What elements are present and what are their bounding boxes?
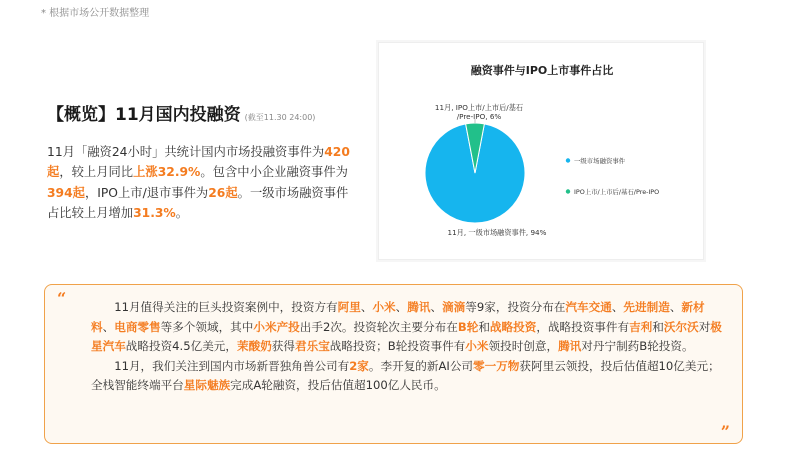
legend-label: IPO上市/上市后/基石/Pre-IPO [574,188,660,196]
pie-slices [425,123,525,223]
highlighted-term: 小米 [372,300,396,314]
sme-events-value: 394起 [47,185,85,200]
highlights-text-run: 和 [478,319,490,334]
highlights-text-run: 和 [652,319,664,334]
highlighted-term: 小米产投 [253,319,300,334]
highlights-text-run: 领投时创意， [488,339,559,353]
highlights-text-run: 获得 [271,339,295,353]
highlighted-term: 阿里 [337,300,361,314]
open-quote-icon: “ [57,289,67,308]
pie-slice-label-ipo: /Pre-IPO, 6% [456,112,502,121]
highlights-text-run: ，战略投资事件有 [536,319,630,334]
highlighted-term: 茉酸奶 [237,339,272,353]
highlights-text-run: 、 [360,300,373,314]
highlighted-term: 腾讯 [558,339,582,353]
highlights-text-run: 11月，我们关注到国内市场新晋独角兽公司有 [114,358,350,373]
highlighted-term: 吉利 [629,319,653,334]
highlights-text-run: 等多个领域，其中 [160,319,254,334]
highlights-text-run: 、 [430,300,443,314]
highlights-text-run: 等9家，投资分布在 [465,300,566,314]
highlighted-term: 零一万物 [473,358,520,373]
highlights-text-run: 战略投资；B轮投资事件有 [329,339,466,353]
legend-marker [566,189,570,193]
highlighted-term: 小米 [465,339,489,353]
summary-text: ，较上月同比 [59,165,134,180]
highlighted-term: 君乐宝 [295,339,330,353]
highlighted-term: 汽车交通 [565,300,612,314]
summary-text: 。一级市场融资事件占比较上月增加 [47,185,349,221]
summary-text: 。包含中小企业融资事件为 [200,165,348,180]
section-header [47,100,315,125]
highlighted-term: 电商零售 [114,319,161,334]
highlights-text-run: 、 [669,300,682,314]
pie-chart-card [378,42,704,260]
highlighted-term: 先进制造 [623,300,670,314]
source-note: * 根据市场公开数据整理 [41,8,150,19]
chart-legend [566,156,659,196]
highlights-text-run: 获阿里云领投，投后估值超10亿美元；全栈智能终端平台 [91,358,720,392]
highlights-text-run: 、 [395,300,408,314]
summary-paragraph [47,142,359,224]
legend-marker [566,158,570,162]
highlights-text-run: 对丹宁制药B轮投资。 [581,339,694,353]
summary-text: 。 [175,206,189,221]
highlights-text [91,298,725,396]
highlights-paragraph-1 [91,298,725,357]
ipo-events-value: 26起 [208,185,238,200]
pie-slice-label-primary-market: 11月, 一级市场融资事件, 94% [447,228,547,237]
summary-text: 11月「融资24小时」共统计国内市场投融资事件为 [47,145,325,159]
legend-label: 一级市场融资事件 [574,157,626,165]
highlighted-term: 2家 [349,358,369,373]
highlighted-term: 滴滴 [442,300,466,314]
summary-text: ，IPO上市/退市事件为 [84,185,209,200]
highlights-text-run: 、 [102,319,115,334]
highlights-text-run: 11月值得关注的巨头投资案例中，投资方有 [114,300,338,314]
highlighted-term: 极星汽车 [91,319,722,353]
highlighted-term: 腾讯 [407,300,431,314]
highlighted-term: B轮 [457,319,479,334]
cutoff-note: (截至11.30 24:00) [244,113,316,122]
close-quote-icon: ” [720,422,730,441]
total-events-value: 420起 [47,145,350,180]
highlighted-term: 战略投资 [489,319,537,334]
pie-chart [379,43,705,261]
highlights-paragraph-2 [91,357,725,396]
chart-title: 融资事件与IPO上市事件占比 [470,64,614,77]
highlighted-term: 新材料 [91,300,705,334]
share-increase-value: 31.3% [133,206,176,221]
highlighted-term: 星际魅族 [183,378,231,392]
page-title: 【概览】11月国内投融资 [47,105,241,125]
growth-value: 上涨32.9% [133,165,201,180]
highlights-text-run: 、 [611,300,624,314]
highlights-text-run: 。李开复的新AI公司 [368,358,474,373]
highlights-quote-box [44,284,743,444]
pie-slice-label-ipo: 11月, IPO上市/上市后/基石 [434,103,524,112]
highlights-text-run: 对 [698,319,711,334]
highlights-text-run: 完成A轮融资，投后估值超100亿人民币。 [230,378,446,392]
highlighted-term: 沃尔沃 [663,319,699,334]
highlights-text-run: 战略投资4.5亿美元， [125,339,237,353]
highlights-text-run: 出手2次。投资轮次主要分布在 [299,319,458,334]
